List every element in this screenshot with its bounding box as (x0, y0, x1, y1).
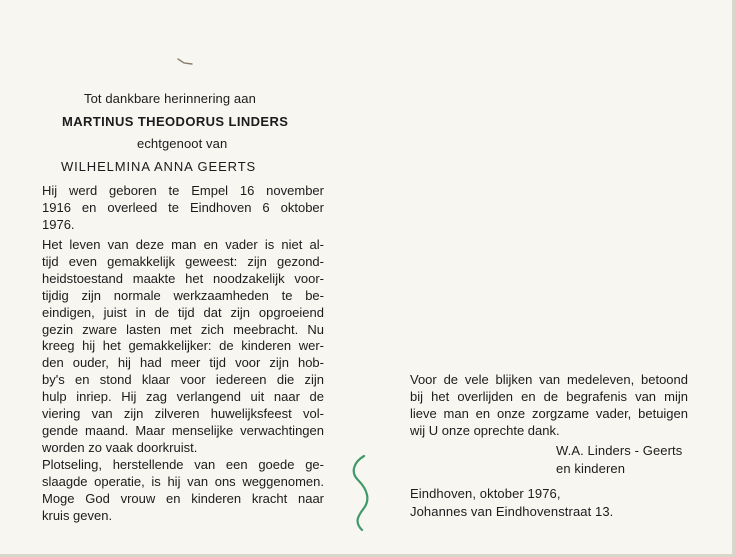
life-line: gezin zware lasten met zich meebracht. Nu (42, 321, 324, 337)
address: Johannes van Eindhovenstraat 13. (410, 504, 614, 519)
life-line: hulp inriep. Hij zag verlangend uit naar de (42, 389, 324, 405)
death-line: Moge God vrouw en kinderen kracht naar (42, 490, 324, 506)
life-line: den ouder, hij had meer tijd voor zijn hob- (42, 355, 324, 371)
life-line: eindigen, juist in de tijd dat zijn opgroeiend (42, 304, 324, 320)
thanks-line: bij het overlijden en de begrafenis van mijn (410, 388, 688, 404)
deceased-name: MARTINUS THEODORUS LINDERS (62, 114, 289, 129)
handwritten-mark-icon (340, 450, 384, 536)
life-paragraph (42, 237, 324, 457)
birth-line: Hij werd geboren te Empel 16 november (42, 183, 324, 198)
spouse-name: WILHELMINA ANNA GEERTS (61, 159, 257, 174)
signature-name: W.A. Linders - Geerts (556, 443, 683, 458)
pencil-mark-icon (176, 56, 196, 68)
life-line: tijd even gemakkelijk geweest: zijn gezond- (42, 253, 324, 269)
life-line: heidstoestand maakte het noodzakelijk voor- (42, 270, 324, 286)
place-date: Eindhoven, oktober 1976, (410, 486, 561, 501)
death-line: kruis geven. (42, 507, 113, 523)
death-paragraph (42, 457, 324, 525)
relation-text: echtgenoot van (137, 136, 228, 151)
life-line: by's en stond klaar voor iedereen die zijn (42, 372, 324, 388)
death-line: slaagde operatie, is hij van ons weggenomen. (42, 473, 324, 489)
life-line: viering van zijn zilveren huwelijksfeest vol- (42, 406, 324, 422)
thanks-line: wij U onze oprechte dank. (410, 422, 560, 438)
life-line: kreeg hij het gemakkelijker: de kinderen wer- (42, 338, 324, 354)
thanks-line: lieve man en onze zorgzame vader, betuigen (410, 405, 688, 421)
birth-line: 1916 en overleed te Eindhoven 6 oktober (42, 199, 324, 215)
life-line: tijdig zijn normale werkzaamheden te be- (42, 287, 324, 303)
birth-line: 1976. (42, 216, 75, 232)
thanks-paragraph (410, 372, 688, 440)
life-line: worden zo vaak doorkruist. (42, 439, 198, 455)
signature-family: en kinderen (556, 461, 626, 476)
life-line: gende maand. Maar menselijke verwachtingen (42, 422, 324, 438)
death-line: Plotseling, herstellende van een goede ge- (42, 457, 324, 472)
thanks-line: Voor de vele blijken van medeleven, betoond (410, 372, 688, 387)
intro-text: Tot dankbare herinnering aan (84, 91, 256, 106)
birth-paragraph (42, 183, 324, 234)
life-line: Het leven van deze man en vader is niet al- (42, 237, 324, 252)
